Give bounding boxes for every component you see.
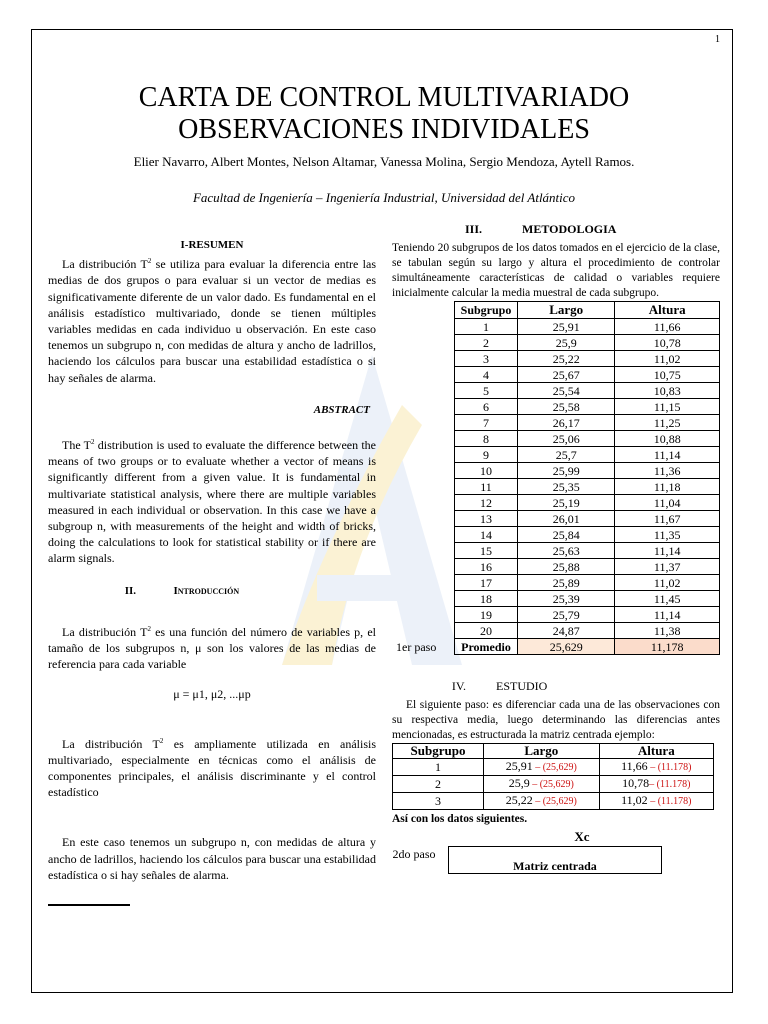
cell-largo: 25,54 [518, 383, 615, 399]
cell-largo: 25,67 [518, 367, 615, 383]
superscript: 2 [147, 624, 151, 633]
table-row [455, 495, 720, 511]
cell-altura: 11,18 [615, 479, 720, 495]
cell-largo: 25,79 [518, 607, 615, 623]
abstract-heading: ABSTRACT [313, 403, 370, 416]
average-largo: 25,629 [518, 639, 615, 655]
table-row [455, 527, 720, 543]
table-row [393, 793, 714, 810]
table-body [455, 319, 720, 639]
table-row [455, 543, 720, 559]
cell-subgrupo: 7 [455, 415, 518, 431]
cell-subgrupo: 11 [455, 479, 518, 495]
cell-altura [599, 776, 713, 793]
column-header-subgrupo: Subgrupo [455, 302, 518, 319]
table-header-row [455, 302, 720, 319]
table-row [455, 415, 720, 431]
cell-altura: 11,67 [615, 511, 720, 527]
cell-largo-value: 25,9 [508, 776, 530, 790]
cell-altura-mean-subtraction: – (11.178) [649, 779, 691, 790]
cell-altura: 10,88 [615, 431, 720, 447]
table-row [455, 367, 720, 383]
cell-largo: 25,88 [518, 559, 615, 575]
superscript: 2 [91, 438, 95, 447]
table-row [455, 591, 720, 607]
table-row [455, 559, 720, 575]
table-row [455, 335, 720, 351]
subgroup-data-table [454, 301, 720, 655]
cell-altura-value: 11,02 [621, 793, 648, 807]
authors: Elier Navarro, Albert Montes, Nelson Altamar, Vanessa Molina, Sergio Mendoza, Aytell Ramos. [133, 154, 635, 169]
cell-largo-mean-subtraction: – (25,629) [532, 762, 577, 773]
cell-subgrupo: 3 [393, 793, 484, 810]
cell-subgrupo: 2 [393, 776, 484, 793]
cell-subgrupo: 15 [455, 543, 518, 559]
cell-subgrupo: 13 [455, 511, 518, 527]
cell-subgrupo: 17 [455, 575, 518, 591]
cell-altura-mean-subtraction: – (11.178) [647, 762, 692, 773]
cell-altura: 10,78 [615, 335, 720, 351]
left-column [48, 237, 376, 883]
cell-subgrupo: 19 [455, 607, 518, 623]
cell-largo: 25,06 [518, 431, 615, 447]
cell-subgrupo: 20 [455, 623, 518, 639]
table-row [455, 623, 720, 639]
cell-largo: 25,84 [518, 527, 615, 543]
cell-altura: 11,45 [615, 591, 720, 607]
average-altura: 11,178 [615, 639, 720, 655]
cell-subgrupo: 1 [393, 759, 484, 776]
table-header-row [393, 744, 714, 759]
page-number: 1 [715, 34, 720, 45]
cell-largo-mean-subtraction: – (25,629) [532, 796, 577, 807]
estudio-heading [392, 679, 720, 694]
abstract-text-b: distribution is used to evaluate the difference between the means of two groups or to evaluate whether a vector of means is significantly different from a given value. It is fundamental in multivariate statistical analysis, where there are multiple variables measured in each individual or observation. In this case we have a subgroup n, with measurements of the height and width of bricks, doing the calculations to look for statistical stability or if there are alarm signals. [48, 438, 376, 566]
cell-largo: 25,35 [518, 479, 615, 495]
affiliation: Facultad de Ingeniería – Ingeniería Industrial, Universidad del Atlántico [192, 190, 576, 205]
mean-vector-formula: μ = μ1, μ2, ...μp [173, 687, 251, 702]
cell-subgrupo: 8 [455, 431, 518, 447]
table-row [455, 383, 720, 399]
cell-subgrupo: 3 [455, 351, 518, 367]
table-row [455, 575, 720, 591]
metodologia-heading [392, 222, 720, 237]
cell-subgrupo: 2 [455, 335, 518, 351]
xc-label: Xc [574, 829, 590, 844]
metodologia-title: METODOLOGIA [522, 222, 617, 236]
title-line-1: CARTA DE CONTROL MULTIVARIADO [138, 82, 630, 113]
cell-largo: 25,19 [518, 495, 615, 511]
cell-subgrupo: 18 [455, 591, 518, 607]
column-header-altura: Altura [599, 744, 713, 759]
cell-subgrupo: 5 [455, 383, 518, 399]
cell-largo: 25,58 [518, 399, 615, 415]
cell-largo: 26,17 [518, 415, 615, 431]
resumen-paragraph [48, 253, 376, 386]
cell-largo: 25,63 [518, 543, 615, 559]
resumen-text-a: La distribución T [62, 257, 148, 272]
metodologia-number: III. [464, 222, 482, 236]
cell-altura: 11,02 [615, 351, 720, 367]
cell-largo-value: 25,91 [505, 759, 533, 773]
cell-altura: 11,04 [615, 495, 720, 511]
cell-largo: 25,22 [518, 351, 615, 367]
cell-altura-mean-subtraction: – (11.178) [647, 796, 692, 807]
cell-altura: 11,14 [615, 607, 720, 623]
intro-paragraph-2 [48, 733, 376, 801]
table-row [455, 511, 720, 527]
table-row [455, 607, 720, 623]
table-body [393, 759, 714, 810]
column-header-subgrupo: Subgrupo [393, 744, 484, 759]
resumen-text-b: se utiliza para evaluar la diferencia entre las medias de dos grupos o para evaluar si un vector de medias es significativamente diferente de un valor dado. Es fundamental en el análisis estadístico multivariado, donde se tienen múltiples variables medidas en cada individuo u observación. En este caso tenemos un subgrupo n, con medidas de altura y ancho de ladrillos, haciendo los cálculos para buscar una estabilidad estadística o si hay señales de alarma. [48, 257, 376, 385]
cell-altura: 11,38 [615, 623, 720, 639]
cell-altura: 11,14 [615, 543, 720, 559]
cell-altura: 11,37 [615, 559, 720, 575]
title-line-2: OBSERVACIONES INDIVIDALES [178, 114, 590, 145]
centered-matrix-box: Matriz centrada [448, 846, 662, 874]
right-column [392, 222, 720, 880]
cell-altura [599, 793, 713, 810]
table-row [455, 479, 720, 495]
estudio-title: ESTUDIO [496, 679, 548, 693]
cell-altura: 10,83 [615, 383, 720, 399]
metodologia-paragraph: Teniendo 20 subgrupos de los datos tomados en el ejercicio de la clase, se tabulan según su largo y altura el procedimiento de controlar simultáneamente características de calidad o variables requiere inicialmente calcular la media muestral de cada subgrupo. [392, 242, 720, 299]
cell-largo: 25,39 [518, 591, 615, 607]
estudio-paragraph: El siguiente paso: es diferenciar cada una de las observaciones con su respectiva media, luego determinando las diferencias antes mencionadas, es estructurada la matriz centrada ejemplo: [392, 699, 720, 741]
cell-altura: 11,02 [615, 575, 720, 591]
cell-subgrupo: 6 [455, 399, 518, 415]
step-1-label: 1er paso [396, 640, 437, 654]
cell-largo: 25,89 [518, 575, 615, 591]
average-row [455, 639, 720, 655]
cell-subgrupo: 12 [455, 495, 518, 511]
cell-largo: 26,01 [518, 511, 615, 527]
cell-subgrupo: 10 [455, 463, 518, 479]
resumen-heading: I-RESUMEN [180, 239, 244, 251]
cell-altura: 11,15 [615, 399, 720, 415]
table-row [455, 351, 720, 367]
intro-text-1b: es una función del número de variables p, el tamaño de los subgrupos n, μ son los valores de las medias de referencia para cada variable [48, 624, 377, 672]
abstract-text-a: The T [62, 438, 92, 453]
step-2-label: 2do paso [392, 847, 436, 861]
cell-largo-value: 25,22 [505, 793, 533, 807]
cell-altura: 11,25 [615, 415, 720, 431]
table-row [393, 776, 714, 793]
column-header-largo: Largo [518, 302, 615, 319]
table-row [455, 463, 720, 479]
cell-largo: 25,7 [518, 447, 615, 463]
cell-subgrupo: 9 [455, 447, 518, 463]
cell-altura: 11,35 [615, 527, 720, 543]
intro-text-2a: La distribución T [62, 736, 160, 751]
intro-paragraph-1 [48, 621, 376, 673]
cell-largo: 25,9 [518, 335, 615, 351]
cell-largo: 25,99 [518, 463, 615, 479]
table-row [393, 759, 714, 776]
cell-altura: 10,75 [615, 367, 720, 383]
intro-number: II. [124, 584, 136, 597]
paper-title [40, 82, 728, 146]
abstract-paragraph [48, 434, 376, 567]
table-row [455, 399, 720, 415]
superscript: 2 [159, 736, 164, 745]
cell-altura-value: 11,66 [621, 759, 648, 773]
intro-paragraph-3: En este caso tenemos un subgrupo n, con medidas de altura y ancho de ladrillos, haciendo los cálculos para buscar una estabilidad estadística o si hay señales de alarma. [48, 835, 376, 882]
column-header-largo: Largo [484, 744, 600, 759]
footnote-separator [48, 904, 130, 906]
cell-largo-mean-subtraction: – (25,629) [529, 779, 574, 790]
intro-heading [48, 583, 376, 599]
cell-altura-value: 10,78 [622, 776, 650, 790]
cell-subgrupo: 4 [455, 367, 518, 383]
cell-altura: 11,66 [615, 319, 720, 335]
intro-title: Introducción [173, 584, 240, 597]
intro-text-1a: La distribución T [62, 624, 148, 639]
cell-altura: 11,14 [615, 447, 720, 463]
cell-largo: 24,87 [518, 623, 615, 639]
centered-example-table [392, 743, 714, 810]
intro-text-2b: es ampliamente utilizada en análisis multivariado, especialmente en técnicas como el análisis de componentes principales, el análisis discriminante y el control estadístico [48, 736, 376, 800]
cell-largo [484, 793, 600, 810]
table-row [455, 319, 720, 335]
cell-altura [599, 759, 713, 776]
cell-largo [484, 759, 600, 776]
column-header-altura: Altura [615, 302, 720, 319]
cell-altura: 11,36 [615, 463, 720, 479]
cell-subgrupo: 1 [455, 319, 518, 335]
continuation-note: Así con los datos siguientes. [392, 813, 528, 825]
table-row [455, 447, 720, 463]
cell-largo [484, 776, 600, 793]
cell-largo: 25,91 [518, 319, 615, 335]
superscript: 2 [147, 257, 152, 266]
average-label: Promedio [455, 639, 518, 655]
estudio-number: IV. [451, 679, 466, 693]
table-row [455, 431, 720, 447]
cell-subgrupo: 14 [455, 527, 518, 543]
cell-subgrupo: 16 [455, 559, 518, 575]
